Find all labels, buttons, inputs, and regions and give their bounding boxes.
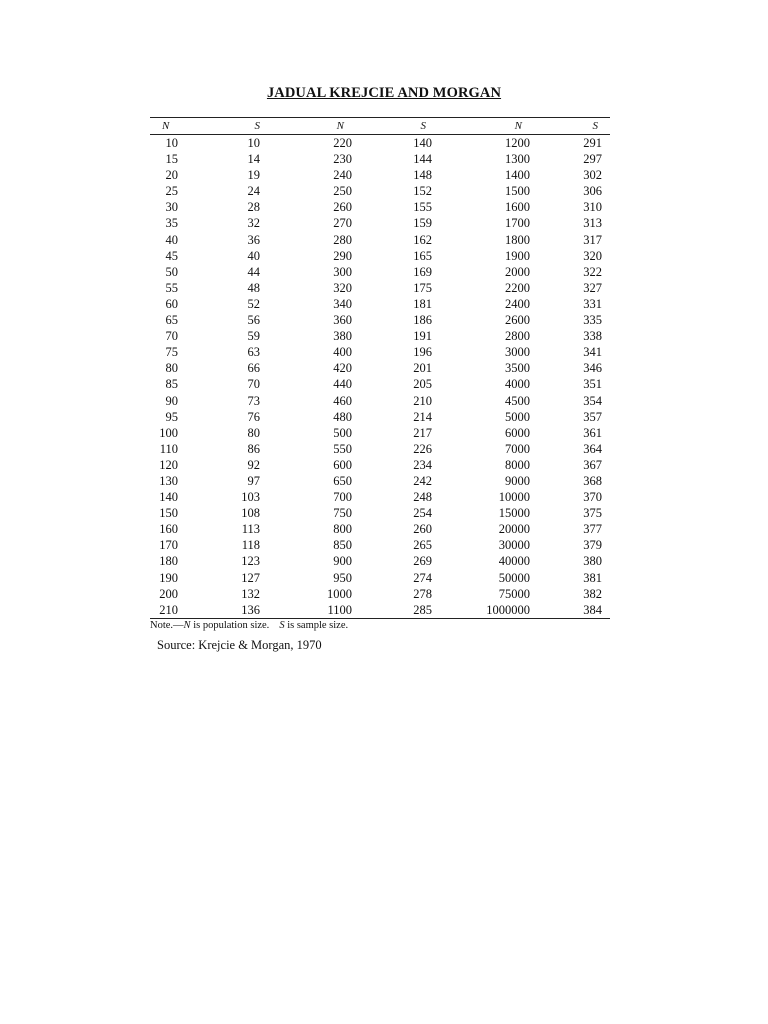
- cell-s: 214: [413, 409, 432, 424]
- cell-n: 1300: [505, 152, 530, 167]
- cell-s: 86: [247, 441, 260, 456]
- cell-n: 8000: [505, 457, 530, 472]
- cell-s: 361: [583, 425, 602, 440]
- cell-s: 196: [413, 345, 432, 360]
- cell-n: 1800: [505, 232, 530, 247]
- cell-s: 346: [583, 361, 602, 376]
- cell-n: 850: [333, 538, 352, 553]
- table-row: [150, 537, 610, 553]
- cell-s: 127: [241, 570, 260, 585]
- cell-s: 118: [241, 538, 260, 553]
- cell-n: 200: [159, 586, 178, 601]
- cell-s: 226: [413, 441, 432, 456]
- note-s-text: is sample size.: [284, 620, 349, 631]
- cell-n: 75000: [498, 586, 530, 601]
- table-row: [150, 553, 610, 569]
- table-row: [150, 521, 610, 537]
- cell-s: 132: [241, 586, 260, 601]
- column-header-s: S: [180, 118, 260, 135]
- cell-n: 400: [333, 345, 352, 360]
- cell-s: 367: [583, 457, 602, 472]
- cell-s: 341: [583, 345, 602, 360]
- table-row: [150, 183, 610, 199]
- cell-s: 201: [413, 361, 432, 376]
- cell-n: 700: [333, 490, 352, 505]
- table-row: [150, 489, 610, 505]
- cell-s: 234: [413, 457, 432, 472]
- cell-n: 500: [333, 425, 352, 440]
- table-row: [150, 586, 610, 602]
- cell-s: 217: [413, 425, 432, 440]
- cell-n: 1900: [505, 248, 530, 263]
- cell-n: 140: [159, 490, 178, 505]
- cell-s: 384: [532, 602, 610, 619]
- cell-n: 290: [333, 248, 352, 263]
- cell-s: 285: [352, 602, 432, 619]
- page-title: JADUAL KREJCIE AND MORGAN: [266, 85, 502, 101]
- cell-n: 600: [333, 457, 352, 472]
- cell-s: 278: [413, 586, 432, 601]
- column-header-n: N: [150, 118, 180, 135]
- cell-s: 248: [413, 490, 432, 505]
- table-row: [150, 312, 610, 328]
- cell-n: 65: [165, 313, 178, 328]
- cell-n: 80: [165, 361, 178, 376]
- cell-s: 169: [413, 264, 432, 279]
- cell-n: 5000: [505, 409, 530, 424]
- table-row: [150, 360, 610, 376]
- cell-n: 1100: [260, 602, 352, 619]
- cell-s: 351: [583, 377, 602, 392]
- column-header-s: S: [352, 118, 432, 135]
- table-row: [150, 441, 610, 457]
- cell-s: 148: [413, 168, 432, 183]
- cell-n: 75: [165, 345, 178, 360]
- cell-n: 3000: [505, 345, 530, 360]
- cell-n: 90: [165, 393, 178, 408]
- cell-n: 550: [333, 441, 352, 456]
- table-row: [150, 505, 610, 521]
- table-body: [150, 135, 610, 619]
- cell-n: 480: [333, 409, 352, 424]
- cell-s: 265: [413, 538, 432, 553]
- cell-s: 108: [241, 506, 260, 521]
- table-row: [150, 570, 610, 586]
- cell-s: 14: [247, 152, 260, 167]
- column-header-n: N: [260, 118, 352, 135]
- cell-n: 35: [165, 216, 178, 231]
- cell-n: 40: [165, 232, 178, 247]
- table-row: [150, 135, 610, 152]
- cell-s: 335: [583, 313, 602, 328]
- cell-n: 60: [165, 296, 178, 311]
- cell-s: 32: [247, 216, 260, 231]
- cell-n: 380: [333, 329, 352, 344]
- sample-size-table-container: [150, 117, 610, 619]
- cell-n: 4000: [505, 377, 530, 392]
- cell-n: 750: [333, 506, 352, 521]
- table-row: [150, 409, 610, 425]
- cell-s: 80: [247, 425, 260, 440]
- table-row: [150, 248, 610, 264]
- cell-s: 155: [413, 200, 432, 215]
- cell-n: 130: [159, 473, 178, 488]
- cell-n: 20: [165, 168, 178, 183]
- cell-s: 205: [413, 377, 432, 392]
- cell-n: 2400: [505, 296, 530, 311]
- cell-n: 1700: [505, 216, 530, 231]
- cell-s: 24: [247, 184, 260, 199]
- sample-size-table: [150, 117, 610, 619]
- cell-n: 2600: [505, 313, 530, 328]
- cell-s: 175: [413, 280, 432, 295]
- cell-s: 162: [413, 232, 432, 247]
- cell-s: 375: [583, 506, 602, 521]
- cell-s: 165: [413, 248, 432, 263]
- cell-n: 900: [333, 554, 352, 569]
- table-row: [150, 393, 610, 409]
- table-row: [150, 344, 610, 360]
- cell-s: 144: [413, 152, 432, 167]
- note-n-text: is population size.: [190, 620, 270, 631]
- cell-n: 4500: [505, 393, 530, 408]
- cell-s: 210: [413, 393, 432, 408]
- cell-s: 368: [583, 473, 602, 488]
- cell-n: 70: [165, 329, 178, 344]
- cell-n: 85: [165, 377, 178, 392]
- cell-n: 15000: [498, 506, 530, 521]
- cell-s: 242: [413, 473, 432, 488]
- cell-s: 260: [413, 522, 432, 537]
- cell-n: 1400: [505, 168, 530, 183]
- cell-n: 190: [159, 570, 178, 585]
- cell-s: 327: [583, 280, 602, 295]
- cell-s: 73: [247, 393, 260, 408]
- cell-s: 36: [247, 232, 260, 247]
- cell-s: 52: [247, 296, 260, 311]
- cell-s: 317: [583, 232, 602, 247]
- cell-s: 19: [247, 168, 260, 183]
- cell-n: 460: [333, 393, 352, 408]
- cell-s: 123: [241, 554, 260, 569]
- cell-n: 55: [165, 280, 178, 295]
- cell-n: 280: [333, 232, 352, 247]
- cell-n: 1000: [327, 586, 352, 601]
- cell-s: 181: [413, 296, 432, 311]
- cell-n: 240: [333, 168, 352, 183]
- cell-n: 1000000: [432, 602, 532, 619]
- cell-s: 159: [413, 216, 432, 231]
- cell-s: 291: [583, 136, 602, 150]
- note-prefix: Note.—: [150, 620, 184, 631]
- table-row: [150, 296, 610, 312]
- cell-s: 302: [583, 168, 602, 183]
- cell-n: 320: [333, 280, 352, 295]
- cell-n: 50: [165, 264, 178, 279]
- cell-s: 136: [180, 602, 260, 619]
- cell-s: 140: [413, 136, 432, 150]
- cell-s: 10: [247, 136, 260, 150]
- table-row: [150, 602, 610, 619]
- cell-n: 30000: [498, 538, 530, 553]
- cell-n: 260: [333, 200, 352, 215]
- cell-s: 313: [583, 216, 602, 231]
- cell-s: 56: [247, 313, 260, 328]
- cell-n: 180: [159, 554, 178, 569]
- table-row: [150, 457, 610, 473]
- cell-n: 45: [165, 248, 178, 263]
- column-header-n: N: [432, 118, 532, 135]
- cell-s: 191: [413, 329, 432, 344]
- cell-s: 357: [583, 409, 602, 424]
- cell-n: 100: [159, 425, 178, 440]
- cell-s: 48: [247, 280, 260, 295]
- cell-n: 220: [333, 136, 352, 150]
- cell-n: 40000: [498, 554, 530, 569]
- cell-n: 9000: [505, 473, 530, 488]
- cell-n: 250: [333, 184, 352, 199]
- table-row: [150, 328, 610, 344]
- cell-s: 113: [241, 522, 260, 537]
- cell-n: 2200: [505, 280, 530, 295]
- cell-s: 97: [247, 473, 260, 488]
- cell-s: 44: [247, 264, 260, 279]
- table-row: [150, 264, 610, 280]
- table-row: [150, 280, 610, 296]
- cell-n: 25: [165, 184, 178, 199]
- cell-s: 380: [583, 554, 602, 569]
- cell-s: 274: [413, 570, 432, 585]
- cell-n: 6000: [505, 425, 530, 440]
- cell-s: 66: [247, 361, 260, 376]
- cell-n: 650: [333, 473, 352, 488]
- table-row: [150, 215, 610, 231]
- cell-s: 306: [583, 184, 602, 199]
- cell-n: 270: [333, 216, 352, 231]
- cell-n: 10000: [498, 490, 530, 505]
- cell-n: 150: [159, 506, 178, 521]
- cell-s: 186: [413, 313, 432, 328]
- cell-n: 440: [333, 377, 352, 392]
- cell-n: 950: [333, 570, 352, 585]
- cell-s: 331: [583, 296, 602, 311]
- note-s-symbol: S: [279, 620, 285, 631]
- cell-s: 92: [247, 457, 260, 472]
- cell-s: 269: [413, 554, 432, 569]
- source-citation: Source: Krejcie & Morgan, 1970: [157, 638, 322, 652]
- cell-s: 381: [583, 570, 602, 585]
- cell-n: 120: [159, 457, 178, 472]
- table-row: [150, 167, 610, 183]
- table-row: [150, 151, 610, 167]
- cell-s: 370: [583, 490, 602, 505]
- cell-n: 170: [159, 538, 178, 553]
- cell-s: 63: [247, 345, 260, 360]
- cell-n: 15: [165, 152, 178, 167]
- cell-n: 2000: [505, 264, 530, 279]
- cell-s: 338: [583, 329, 602, 344]
- cell-n: 1500: [505, 184, 530, 199]
- table-row: [150, 199, 610, 215]
- cell-n: 420: [333, 361, 352, 376]
- cell-n: 160: [159, 522, 178, 537]
- cell-s: 59: [247, 329, 260, 344]
- cell-s: 379: [583, 538, 602, 553]
- cell-s: 310: [583, 200, 602, 215]
- cell-n: 3500: [505, 361, 530, 376]
- cell-n: 10: [165, 136, 178, 150]
- cell-n: 110: [159, 441, 178, 456]
- cell-s: 382: [583, 586, 602, 601]
- cell-n: 30: [165, 200, 178, 215]
- cell-s: 377: [583, 522, 602, 537]
- cell-s: 354: [583, 393, 602, 408]
- cell-s: 320: [583, 248, 602, 263]
- cell-s: 76: [247, 409, 260, 424]
- table-row: [150, 425, 610, 441]
- cell-n: 800: [333, 522, 352, 537]
- cell-s: 254: [413, 506, 432, 521]
- cell-n: 95: [165, 409, 178, 424]
- cell-n: 300: [333, 264, 352, 279]
- cell-s: 364: [583, 441, 602, 456]
- table-note: [150, 620, 348, 631]
- cell-s: 28: [247, 200, 260, 215]
- cell-n: 1200: [505, 136, 530, 150]
- table-row: [150, 376, 610, 392]
- cell-n: 230: [333, 152, 352, 167]
- cell-s: 103: [241, 490, 260, 505]
- cell-n: 340: [333, 296, 352, 311]
- table-row: [150, 232, 610, 248]
- column-header-s: S: [532, 118, 610, 135]
- cell-n: 7000: [505, 441, 530, 456]
- cell-s: 152: [413, 184, 432, 199]
- cell-n: 1600: [505, 200, 530, 215]
- note-n-symbol: N: [183, 620, 191, 631]
- cell-n: 20000: [498, 522, 530, 537]
- cell-n: 50000: [498, 570, 530, 585]
- cell-n: 210: [150, 602, 180, 619]
- cell-s: 322: [583, 264, 602, 279]
- cell-n: 2800: [505, 329, 530, 344]
- table-row: [150, 473, 610, 489]
- table-header-row: [150, 118, 610, 135]
- cell-s: 70: [247, 377, 260, 392]
- cell-s: 297: [583, 152, 602, 167]
- cell-n: 360: [333, 313, 352, 328]
- cell-s: 40: [247, 248, 260, 263]
